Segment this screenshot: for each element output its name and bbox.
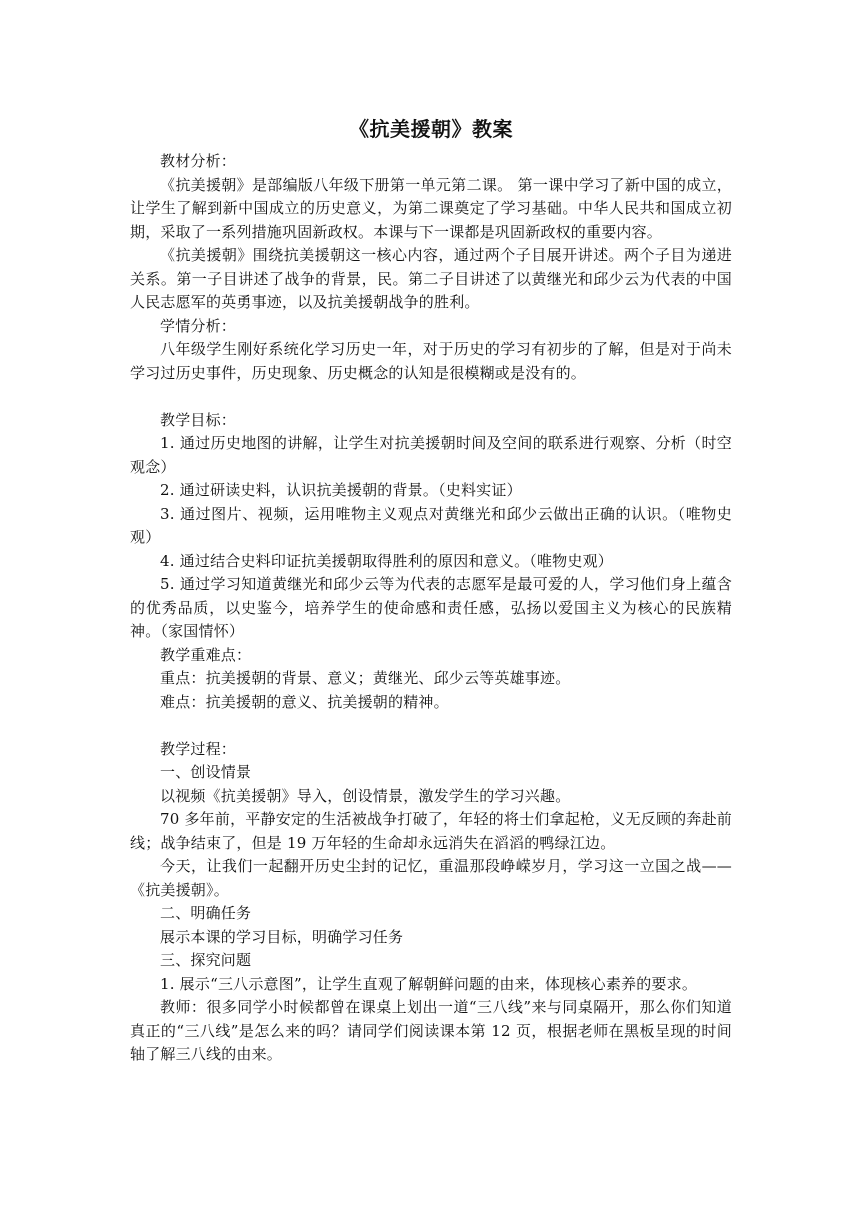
heading-teaching-process: 教学过程： [160,739,237,758]
goal-item: 2. 通过研读史料，认识抗美援朝的背景。（史料实证） [160,481,522,499]
section-heading: 三、探究问题 [160,951,252,969]
heading-student-analysis: 学情分析： [160,316,237,335]
blank-line [130,385,732,409]
paragraph: 难点：抗美援朝的意义、抗美援朝的精神。 [160,692,449,711]
heading-teaching-goals: 教学目标： [160,410,237,429]
goal-item: 5. 通过学习知道黄继光和邱少云等为代表的志愿军是最可爱的人，学习他们身上蕴含的优秀品质，以史鉴今，培养学生的使命感和责任感，弘扬以爱国主义为核心的民族精神。（家国情怀） [130,575,732,640]
goal-item: 4. 通过结合史料印证抗美援朝取得胜利的原因和意义。（唯物史观） [160,551,613,570]
document-body [130,112,732,1067]
paragraph: 展示本课的学习目标，明确学习任务 [160,927,404,946]
paragraph: 八年级学生刚好系统化学习历史一年，对于历史的学习有初步的了解，但是对于尚未学习过历史事件，历史现象、历史概念的认知是很模糊或是没有的。 [130,340,732,382]
heading-key-points: 教学重难点： [160,645,252,664]
paragraph: 《抗美援朝》围绕抗美援朝这一核心内容，通过两个子目展开讲述。两个子目为递进关系。第一子目讲述了战争的背景，民。第二子目讲述了以黄继光和邱少云为代表的中国人民志愿军的英勇事迹，以及抗美援朝战争的胜利。 [130,246,732,311]
paragraph: 教师：很多同学小时候都曾在课桌上划出一道“三八线”来与同桌隔开，那么你们知道真正的“三八线”是怎么来的吗？请同学们阅读课本第 12 页，根据老师在黑板呈现的时间轴了解三八线的由来。 [130,998,732,1063]
paragraph: 70 多年前，平静安定的生活被战争打破了，年轻的将士们拿起枪，义无反顾的奔赴前线；战争结束了，但是 19 万年轻的生命却永远消失在滔滔的鸭绿江边。 [130,810,732,852]
paragraph: 今天，让我们一起翻开历史尘封的记忆，重温那段峥嵘岁月，学习这一立国之战——《抗美援朝》。 [130,857,732,899]
heading-textbook-analysis: 教材分析： [160,152,237,170]
blank-line [130,714,732,738]
goal-item: 3. 通过图片、视频，运用唯物主义观点对黄继光和邱少云做出正确的认识。（唯物史观） [130,504,732,546]
paragraph: 1. 展示“三八示意图”，让学生直观了解朝鲜问题的由来，体现核心素养的要求。 [160,974,698,993]
paragraph: 重点：抗美援朝的背景、意义；黄继光、邱少云等英雄事迹。 [160,669,571,687]
paragraph: 《抗美援朝》是部编版八年级下册第一单元第二课。 第一课中学习了新中国的成立，让学生了解到新中国成立的历史意义，为第二课奠定了学习基础。中华人民共和国成立初期，采取了一系列措施巩固新政权。本课与下一课都是巩固新政权的重要内容。 [130,175,732,241]
section-heading: 一、创设情景 [160,763,252,781]
document-title: 《抗美援朝》教案 [349,117,513,141]
paragraph: 以视频《抗美援朝》导入，创设情景，激发学生的学习兴趣。 [160,786,571,805]
goal-item: 1. 通过历史地图的讲解，让学生对抗美援朝时间及空间的联系进行观察、分析（时空观念） [130,434,732,476]
section-heading: 二、明确任务 [160,904,252,922]
